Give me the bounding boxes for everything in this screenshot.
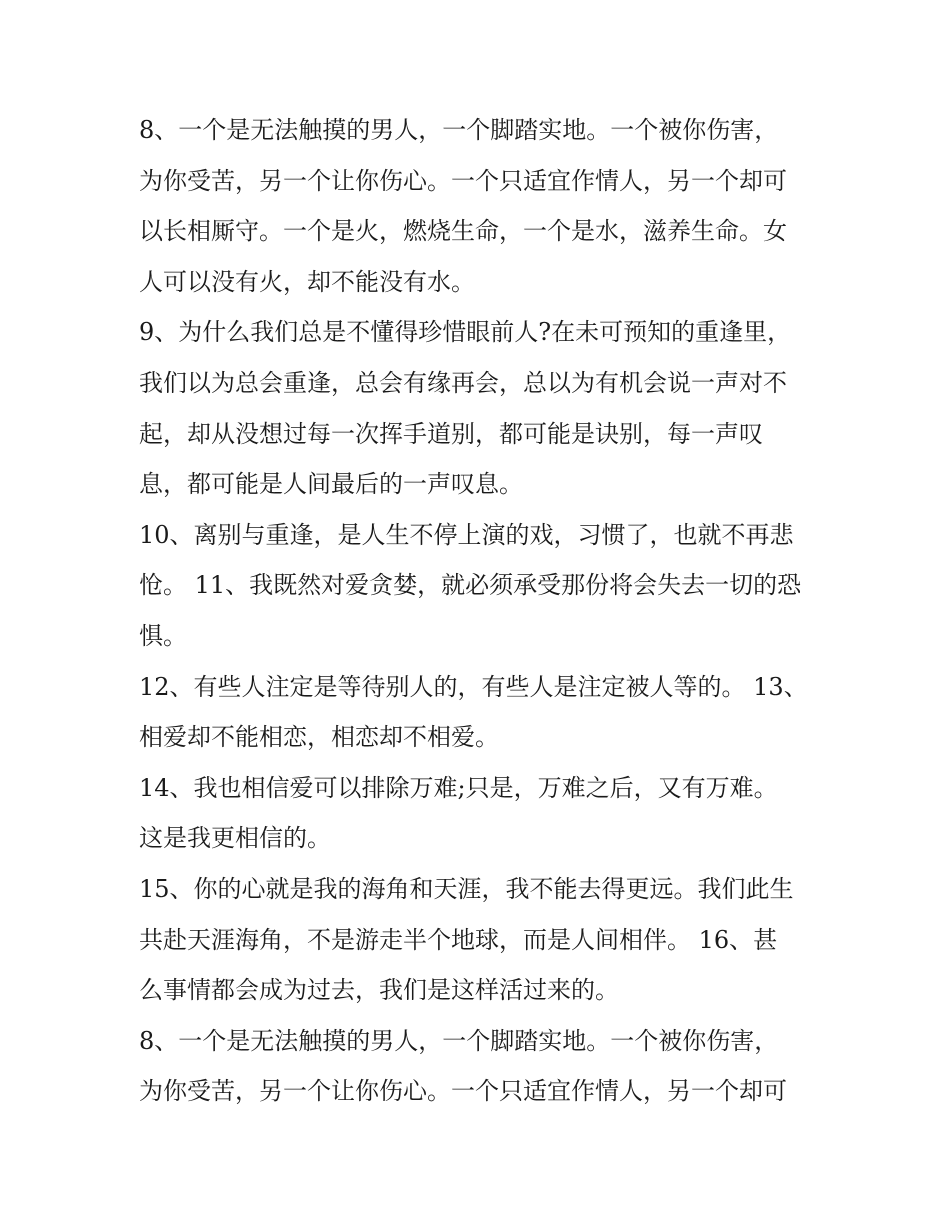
text-line: 这是我更相信的。 <box>139 824 331 853</box>
text-line: 起，却从没想过每一次挥手道别，都可能是诀别，每一声叹 <box>139 419 763 448</box>
text-line: 相爱却不能相恋，相恋却不相爱。 <box>139 723 499 752</box>
text-line: 么事情都会成为过去，我们是这样活过来的。 <box>139 976 619 1005</box>
text-line: 惧。 <box>139 621 187 650</box>
document-body <box>139 105 829 1117</box>
text-line: 为你受苦，另一个让你伤心。一个只适宜作情人，另一个却可 <box>139 166 787 195</box>
text-line: 怆。 11、我既然对爱贪婪，就必须承受那份将会失去一切的恐 <box>139 571 802 600</box>
text-line: 9、为什么我们总是不懂得珍惜眼前人?在未可预知的重逢里， <box>139 318 792 347</box>
text-line: 14、我也相信爱可以排除万难;只是，万难之后，又有万难。 <box>139 773 778 802</box>
text-line: 15、你的心就是我的海角和天涯，我不能去得更远。我们此生 <box>139 874 794 903</box>
text-line: 8、一个是无法触摸的男人，一个脚踏实地。一个被你伤害， <box>139 1026 779 1055</box>
text-line: 人可以没有火，却不能没有水。 <box>139 267 475 296</box>
text-line: 我们以为总会重逢，总会有缘再会，总以为有机会说一声对不 <box>139 368 787 397</box>
text-line: 12、有些人注定是等待别人的，有些人是注定被人等的。 13、 <box>139 672 808 701</box>
text-line: 以长相厮守。一个是火，燃烧生命，一个是水，滋养生命。女 <box>139 217 787 246</box>
text-line: 共赴天涯海角，不是游走半个地球，而是人间相伴。 16、甚 <box>139 925 778 954</box>
text-line: 为你受苦，另一个让你伤心。一个只适宜作情人，另一个却可 <box>139 1077 787 1106</box>
text-line: 10、离别与重逢，是人生不停上演的戏，习惯了，也就不再悲 <box>139 520 794 549</box>
text-line: 息，都可能是人间最后的一声叹息。 <box>139 470 523 499</box>
text-line: 8、一个是无法触摸的男人，一个脚踏实地。一个被你伤害， <box>139 116 779 144</box>
